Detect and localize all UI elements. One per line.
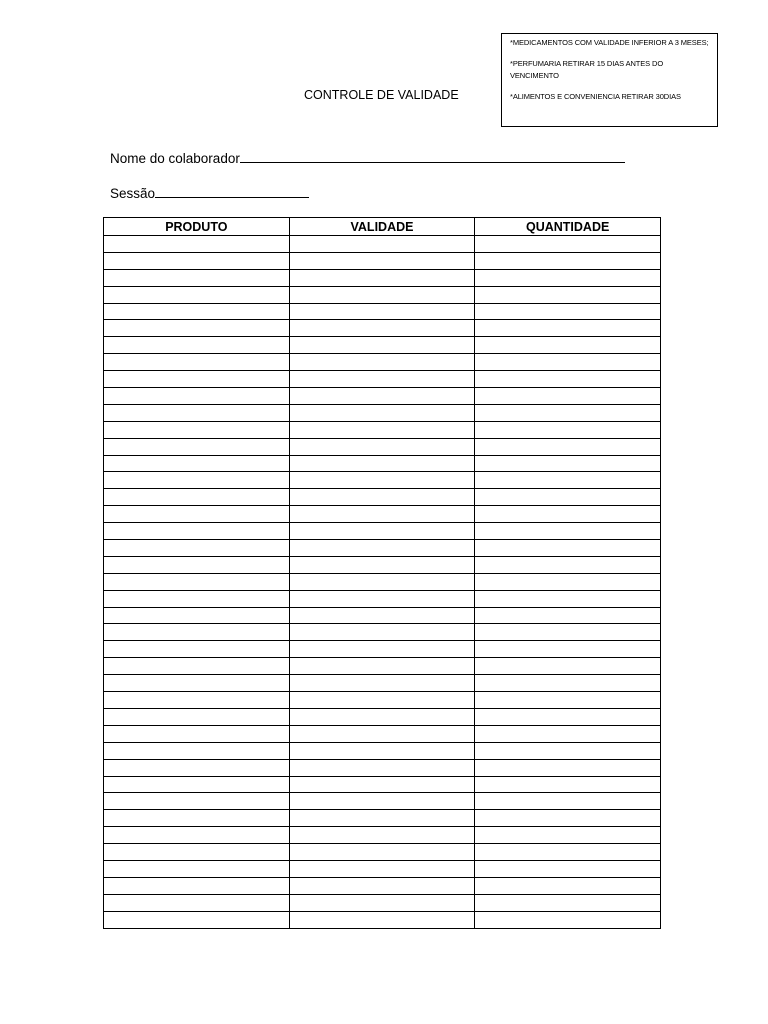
- cell-validade[interactable]: [289, 844, 475, 861]
- cell-validade[interactable]: [289, 455, 475, 472]
- cell-produto[interactable]: [104, 269, 290, 286]
- cell-produto[interactable]: [104, 337, 290, 354]
- cell-produto[interactable]: [104, 742, 290, 759]
- table-row: [104, 252, 661, 269]
- cell-quantidade[interactable]: [475, 556, 661, 573]
- cell-quantidade[interactable]: [475, 590, 661, 607]
- cell-validade[interactable]: [289, 725, 475, 742]
- cell-quantidade[interactable]: [475, 894, 661, 911]
- table-row: [104, 354, 661, 371]
- cell-produto[interactable]: [104, 523, 290, 540]
- table-row: [104, 421, 661, 438]
- cell-quantidade[interactable]: [475, 506, 661, 523]
- table-row: [104, 844, 661, 861]
- table-row: [104, 286, 661, 303]
- cell-produto[interactable]: [104, 607, 290, 624]
- cell-validade[interactable]: [289, 776, 475, 793]
- cell-quantidade[interactable]: [475, 844, 661, 861]
- cell-quantidade[interactable]: [475, 624, 661, 641]
- table-row: [104, 877, 661, 894]
- cell-validade[interactable]: [289, 624, 475, 641]
- cell-produto[interactable]: [104, 675, 290, 692]
- cell-validade[interactable]: [289, 489, 475, 506]
- cell-validade[interactable]: [289, 269, 475, 286]
- note-alimentos: *ALIMENTOS E CONVENIENCIA RETIRAR 30DIAS: [510, 92, 681, 101]
- cell-validade[interactable]: [289, 607, 475, 624]
- cell-quantidade[interactable]: [475, 303, 661, 320]
- cell-validade[interactable]: [289, 252, 475, 269]
- cell-produto[interactable]: [104, 725, 290, 742]
- cell-quantidade[interactable]: [475, 320, 661, 337]
- table-row: [104, 658, 661, 675]
- cell-validade[interactable]: [289, 337, 475, 354]
- cell-quantidade[interactable]: [475, 725, 661, 742]
- table-row: [104, 742, 661, 759]
- cell-validade[interactable]: [289, 556, 475, 573]
- cell-produto[interactable]: [104, 860, 290, 877]
- table-row: [104, 793, 661, 810]
- table-row: [104, 236, 661, 253]
- cell-quantidade[interactable]: [475, 573, 661, 590]
- cell-quantidade[interactable]: [475, 607, 661, 624]
- cell-quantidade[interactable]: [475, 421, 661, 438]
- collaborator-field[interactable]: [110, 151, 625, 166]
- cell-produto[interactable]: [104, 540, 290, 557]
- cell-produto[interactable]: [104, 472, 290, 489]
- table-row: [104, 827, 661, 844]
- collaborator-label: Nome do colaborador: [110, 151, 240, 166]
- cell-quantidade[interactable]: [475, 472, 661, 489]
- table-row: [104, 725, 661, 742]
- header-quantidade: QUANTIDADE: [475, 218, 661, 236]
- cell-produto[interactable]: [104, 320, 290, 337]
- cell-quantidade[interactable]: [475, 827, 661, 844]
- cell-produto[interactable]: [104, 658, 290, 675]
- cell-produto[interactable]: [104, 354, 290, 371]
- cell-produto[interactable]: [104, 692, 290, 709]
- cell-produto[interactable]: [104, 286, 290, 303]
- table-row: [104, 810, 661, 827]
- table-row: [104, 692, 661, 709]
- table-body: [104, 236, 661, 929]
- cell-validade[interactable]: [289, 894, 475, 911]
- table-row: [104, 590, 661, 607]
- cell-quantidade[interactable]: [475, 810, 661, 827]
- cell-quantidade[interactable]: [475, 860, 661, 877]
- cell-quantidade[interactable]: [475, 793, 661, 810]
- table-row: [104, 337, 661, 354]
- cell-produto[interactable]: [104, 844, 290, 861]
- cell-produto[interactable]: [104, 894, 290, 911]
- cell-quantidade[interactable]: [475, 641, 661, 658]
- cell-validade[interactable]: [289, 742, 475, 759]
- table-row: [104, 607, 661, 624]
- table-header-row: [104, 218, 661, 236]
- note-perfumaria: *PERFUMARIA RETIRAR 15 DIAS ANTES DO VENCIMENTO: [510, 59, 664, 80]
- cell-validade[interactable]: [289, 320, 475, 337]
- cell-quantidade[interactable]: [475, 388, 661, 405]
- cell-quantidade[interactable]: [475, 911, 661, 928]
- table-row: [104, 523, 661, 540]
- cell-quantidade[interactable]: [475, 658, 661, 675]
- table-row: [104, 860, 661, 877]
- table-row: [104, 388, 661, 405]
- cell-produto[interactable]: [104, 455, 290, 472]
- cell-quantidade[interactable]: [475, 337, 661, 354]
- cell-validade[interactable]: [289, 877, 475, 894]
- cell-validade[interactable]: [289, 236, 475, 253]
- cell-quantidade[interactable]: [475, 675, 661, 692]
- cell-validade[interactable]: [289, 911, 475, 928]
- cell-quantidade[interactable]: [475, 371, 661, 388]
- section-label: Sessão: [110, 186, 156, 201]
- table-row: [104, 269, 661, 286]
- cell-validade[interactable]: [289, 860, 475, 877]
- cell-produto[interactable]: [104, 911, 290, 928]
- cell-produto[interactable]: [104, 776, 290, 793]
- cell-validade[interactable]: [289, 438, 475, 455]
- cell-validade[interactable]: [289, 523, 475, 540]
- cell-quantidade[interactable]: [475, 252, 661, 269]
- document-title: CONTROLE DE VALIDADE: [304, 88, 459, 102]
- cell-validade[interactable]: [289, 573, 475, 590]
- table-row: [104, 675, 661, 692]
- cell-quantidade[interactable]: [475, 877, 661, 894]
- cell-quantidade[interactable]: [475, 540, 661, 557]
- cell-validade[interactable]: [289, 641, 475, 658]
- cell-produto[interactable]: [104, 556, 290, 573]
- cell-quantidade[interactable]: [475, 354, 661, 371]
- cell-validade[interactable]: [289, 388, 475, 405]
- cell-produto[interactable]: [104, 810, 290, 827]
- table-row: [104, 556, 661, 573]
- section-field[interactable]: [110, 186, 309, 201]
- cell-produto[interactable]: [104, 371, 290, 388]
- cell-validade[interactable]: [289, 303, 475, 320]
- cell-produto[interactable]: [104, 877, 290, 894]
- cell-quantidade[interactable]: [475, 269, 661, 286]
- cell-produto[interactable]: [104, 388, 290, 405]
- cell-quantidade[interactable]: [475, 776, 661, 793]
- cell-validade[interactable]: [289, 421, 475, 438]
- table-row: [104, 404, 661, 421]
- cell-quantidade[interactable]: [475, 236, 661, 253]
- cell-produto[interactable]: [104, 252, 290, 269]
- cell-produto[interactable]: [104, 759, 290, 776]
- cell-quantidade[interactable]: [475, 286, 661, 303]
- table-row: [104, 776, 661, 793]
- cell-quantidade[interactable]: [475, 759, 661, 776]
- cell-validade[interactable]: [289, 793, 475, 810]
- cell-validade[interactable]: [289, 759, 475, 776]
- table-row: [104, 506, 661, 523]
- cell-validade[interactable]: [289, 658, 475, 675]
- collaborator-blank-line[interactable]: [240, 161, 625, 163]
- validity-table: [103, 217, 661, 929]
- section-blank-line[interactable]: [155, 196, 309, 198]
- table-row: [104, 455, 661, 472]
- cell-produto[interactable]: [104, 421, 290, 438]
- cell-produto[interactable]: [104, 404, 290, 421]
- note-medicamentos: *MEDICAMENTOS COM VALIDADE INFERIOR A 3 MESES;: [510, 38, 709, 47]
- cell-produto[interactable]: [104, 489, 290, 506]
- table-row: [104, 894, 661, 911]
- cell-validade[interactable]: [289, 371, 475, 388]
- table-row: [104, 438, 661, 455]
- table-row: [104, 641, 661, 658]
- cell-validade[interactable]: [289, 692, 475, 709]
- cell-validade[interactable]: [289, 590, 475, 607]
- header-produto: PRODUTO: [104, 218, 290, 236]
- cell-quantidade[interactable]: [475, 708, 661, 725]
- cell-validade[interactable]: [289, 286, 475, 303]
- cell-quantidade[interactable]: [475, 404, 661, 421]
- cell-validade[interactable]: [289, 675, 475, 692]
- table-row: [104, 708, 661, 725]
- table-row: [104, 303, 661, 320]
- table-row: [104, 624, 661, 641]
- cell-quantidade[interactable]: [475, 455, 661, 472]
- cell-validade[interactable]: [289, 708, 475, 725]
- cell-quantidade[interactable]: [475, 692, 661, 709]
- cell-validade[interactable]: [289, 540, 475, 557]
- cell-quantidade[interactable]: [475, 742, 661, 759]
- cell-produto[interactable]: [104, 827, 290, 844]
- cell-produto[interactable]: [104, 641, 290, 658]
- cell-produto[interactable]: [104, 590, 290, 607]
- table-row: [104, 489, 661, 506]
- table-row: [104, 371, 661, 388]
- cell-produto[interactable]: [104, 236, 290, 253]
- table-row: [104, 472, 661, 489]
- cell-validade[interactable]: [289, 354, 475, 371]
- cell-validade[interactable]: [289, 827, 475, 844]
- cell-produto[interactable]: [104, 438, 290, 455]
- cell-produto[interactable]: [104, 573, 290, 590]
- cell-produto[interactable]: [104, 506, 290, 523]
- table-row: [104, 320, 661, 337]
- cell-produto[interactable]: [104, 624, 290, 641]
- cell-produto[interactable]: [104, 708, 290, 725]
- table-row: [104, 540, 661, 557]
- cell-validade[interactable]: [289, 404, 475, 421]
- cell-validade[interactable]: [289, 810, 475, 827]
- table-row: [104, 573, 661, 590]
- table-row: [104, 759, 661, 776]
- instructions-box: [501, 33, 718, 127]
- cell-validade[interactable]: [289, 472, 475, 489]
- cell-produto[interactable]: [104, 793, 290, 810]
- header-validade: VALIDADE: [289, 218, 475, 236]
- cell-validade[interactable]: [289, 506, 475, 523]
- cell-quantidade[interactable]: [475, 523, 661, 540]
- cell-quantidade[interactable]: [475, 438, 661, 455]
- table-row: [104, 911, 661, 928]
- cell-produto[interactable]: [104, 303, 290, 320]
- cell-quantidade[interactable]: [475, 489, 661, 506]
